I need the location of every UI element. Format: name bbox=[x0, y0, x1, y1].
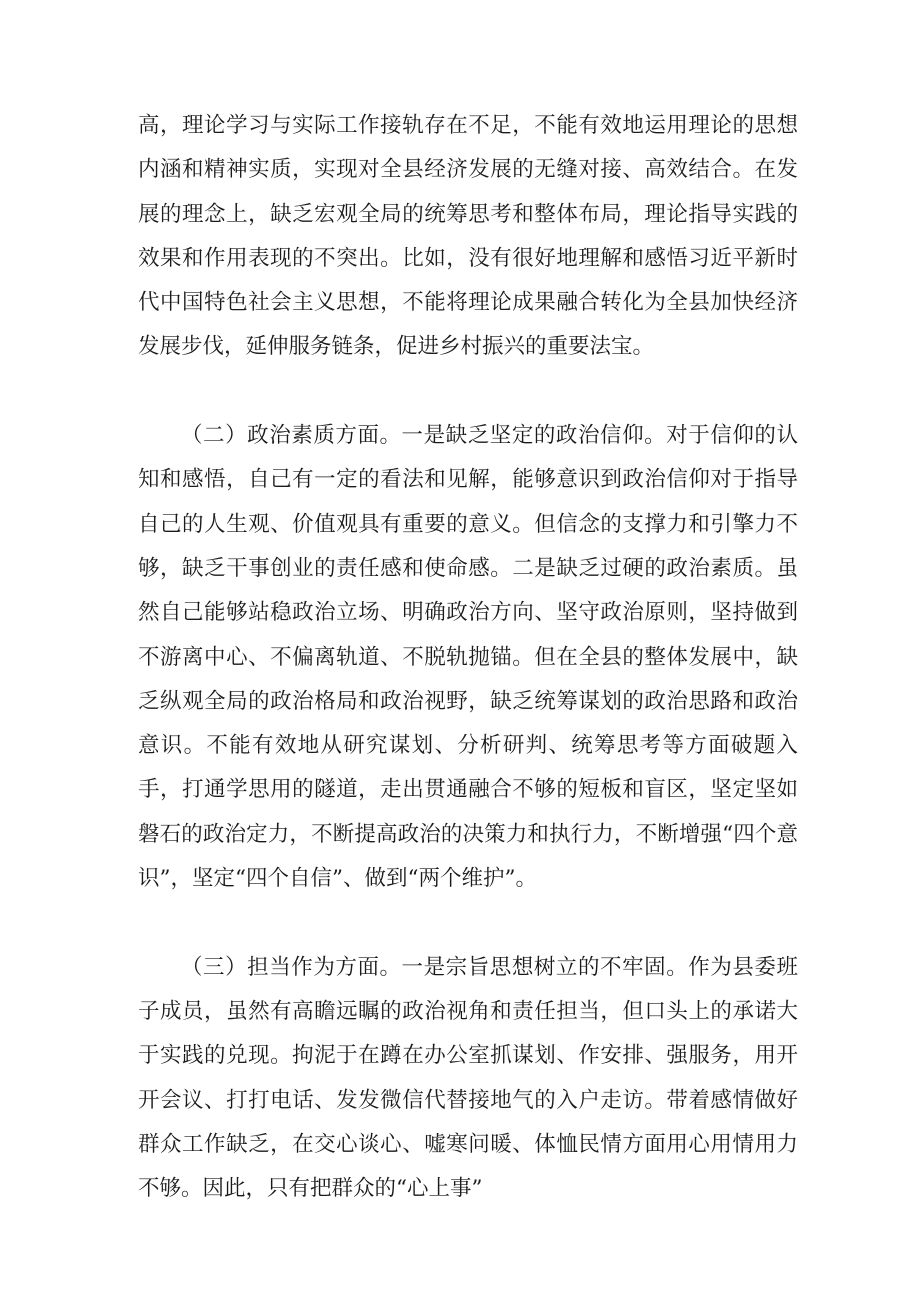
paragraph-political-quality: （二）政治素质方面。一是缺乏坚定的政治信仰。对于信仰的认知和感悟，自己有一定的看法和见解，能够意识到政治信仰对于指导自己的人生观、价值观具有重要的意义。但信念的支撑力和引擎力不够，缺乏干事创业的责任感和使命感。二是缺乏过硬的政治素质。虽然自己能够站稳政治立场、明确政治方向、坚守政治原则，坚持做到不游离中心、不偏离轨道、不脱轨抛锚。但在全县的整体发展中，缺乏纵观全局的政治格局和政治视野，缺乏统筹谋划的政治思路和政治意识。不能有效地从研究谋划、分析研判、统筹思考等方面破题入手，打通学思用的隧道，走出贯通融合不够的短板和盲区，坚定坚如磐石的政治定力，不断提高政治的决策力和执行力，不断增强“四个意识”，坚定“四个自信”、做到“两个维护”。 bbox=[138, 423, 798, 892]
paragraph-responsibility: （三）担当作为方面。一是宗旨思想树立的不牢固。作为县委班子成员，虽然有高瞻远瞩的政治视角和责任担当，但口头上的承诺大于实践的兑现。拘泥于在蹲在办公室抓谋划、作安排、强服务，用开开会议、打打电话、发发微信代替接地气的入户走访。带着感情做好群众工作缺乏，在交心谈心、嘘寒问暖、体恤民情方面用心用情用力不够。因此，只有把群众的“心上事” bbox=[138, 954, 798, 1202]
paragraph-continuation: 高，理论学习与实际工作接轨存在不足，不能有效地运用理论的思想内涵和精神实质，实现对全县经济发展的无缝对接、高效结合。在发展的理念上，缺乏宏观全局的统筹思考和整体布局，理论指导实践的效果和作用表现的不突出。比如，没有很好地理解和感悟习近平新时代中国特色社会主义思想，不能将理论成果融合转化为全县加快经济发展步伐，延伸服务链条，促进乡村振兴的重要法宝。 bbox=[138, 113, 798, 360]
document-body bbox=[138, 104, 798, 1211]
